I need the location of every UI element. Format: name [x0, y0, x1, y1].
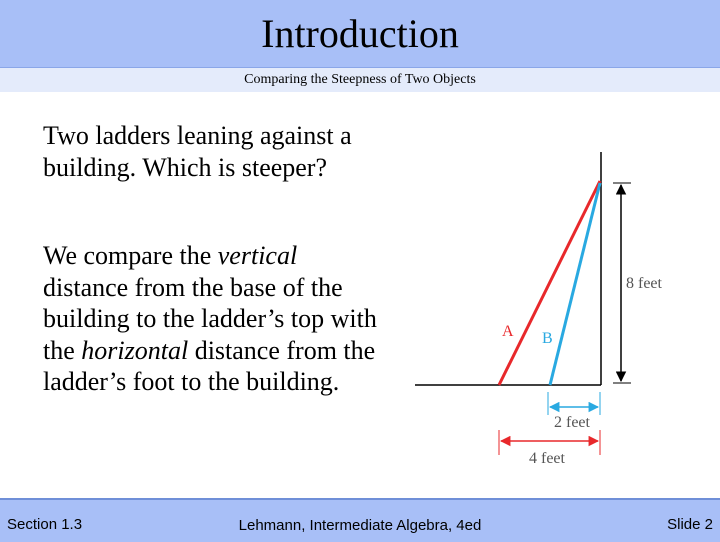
ladder-b — [550, 183, 600, 385]
paragraph-question: Two ladders leaning against a building. Which is steeper? — [43, 121, 352, 182]
width-a-label: 4 feet — [529, 450, 565, 467]
paragraph-explanation — [43, 240, 383, 398]
width-b-label: 2 feet — [554, 414, 590, 431]
slide-number: Slide 2 — [667, 516, 713, 533]
ladder-figure — [405, 145, 705, 475]
height-label: 8 feet — [626, 275, 662, 292]
paragraph-text: distance from the ladder’s foot to the building. — [43, 335, 376, 396]
paragraph-text: distance from the base of the building to the ladder’s top with the — [43, 272, 377, 365]
ladder-a — [499, 181, 600, 385]
section-label: Section 1.3 — [7, 516, 83, 533]
book-title: Lehmann, Intermediate Algebra, 4ed — [238, 517, 482, 534]
paragraph-text: We compare the — [43, 241, 218, 270]
ladder-b-label: B — [542, 330, 553, 347]
vertical-emphasis: vertical — [217, 241, 298, 270]
slide-title: Introduction — [261, 11, 459, 56]
slide-subtitle: Comparing the Steepness of Two Objects — [244, 72, 476, 87]
ladder-a-label: A — [502, 323, 514, 340]
horizontal-emphasis: horizontal — [81, 335, 189, 365]
